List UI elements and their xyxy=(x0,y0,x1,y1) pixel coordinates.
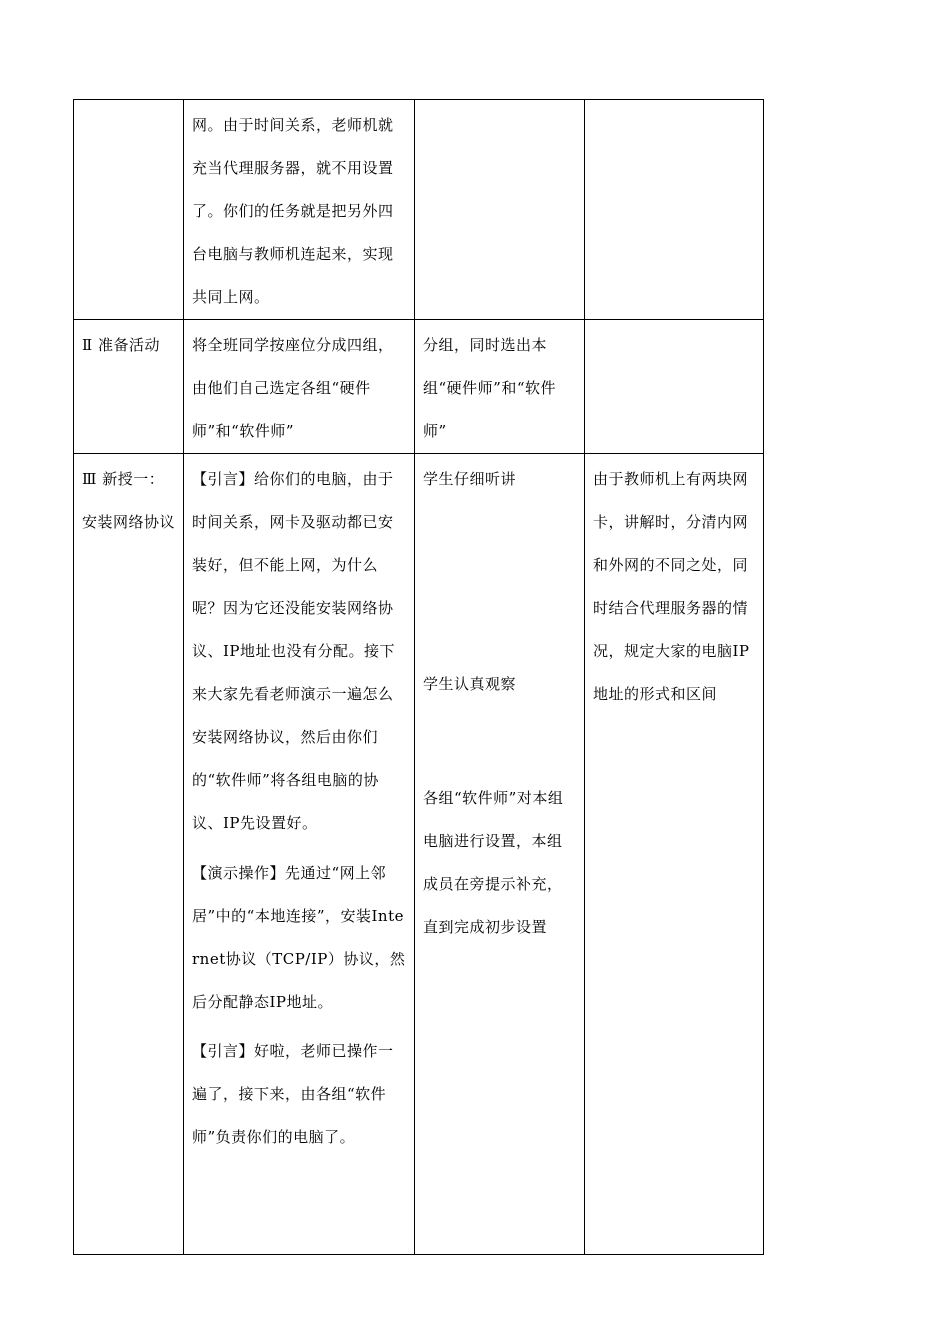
design-note-cell xyxy=(585,320,764,454)
stage-cell: Ⅱ 准备活动 xyxy=(74,320,184,454)
student-paragraph: 分组，同时选出本组“硬件师”和“软件师” xyxy=(423,336,557,440)
student-activity-cell xyxy=(415,100,585,320)
student-paragraph: 学生认真观察 xyxy=(423,675,517,693)
table-row xyxy=(74,454,764,1255)
stage-cell: Ⅲ 新授一：安装网络协议 xyxy=(74,454,184,1255)
design-note-cell: 由于教师机上有两块网卡，讲解时，分清内网和外网的不同之处，同时结合代理服务器的情况，规定大家的电脑IP地址的形式和区间 xyxy=(585,454,764,1255)
teacher-paragraph: 【演示操作】先通过“网上邻居”中的“本地连接”，安装Internet协议（TCP/IP）协议，然后分配静态IP地址。 xyxy=(192,864,406,1011)
table-row xyxy=(74,100,764,320)
teacher-activity-cell xyxy=(184,320,415,454)
teacher-activity-cell xyxy=(184,100,415,320)
student-paragraph: 各组“软件师”对本组电脑进行设置，本组成员在旁提示补充，直到完成初步设置 xyxy=(423,789,564,936)
student-activity-cell xyxy=(415,454,585,1255)
student-activity-cell xyxy=(415,320,585,454)
teacher-paragraph: 网。由于时间关系，老师机就充当代理服务器，就不用设置了。你们的任务就是把另外四台电脑与教师机连起来，实现共同上网。 xyxy=(192,116,394,306)
stage-cell xyxy=(74,100,184,320)
lesson-plan-table xyxy=(73,99,764,1255)
teacher-paragraph: 【引言】好啦，老师已操作一遍了，接下来，由各组“软件师”负责你们的电脑了。 xyxy=(192,1042,394,1146)
design-note-cell xyxy=(585,100,764,320)
table-row xyxy=(74,320,764,454)
teacher-activity-cell xyxy=(184,454,415,1255)
teacher-paragraph: 将全班同学按座位分成四组，由他们自己选定各组“硬件师”和“软件师” xyxy=(192,336,394,440)
student-paragraph: 学生仔细听讲 xyxy=(423,470,517,488)
teacher-paragraph: 【引言】给你们的电脑，由于时间关系，网卡及驱动都已安装好，但不能上网，为什么呢？因为它还没能安装网络协议、IP地址也没有分配。接下来大家先看老师演示一遍怎么安装网络协议，然后由你们的“软件师”将各组电脑的协议、IP先设置好。 xyxy=(192,470,396,832)
